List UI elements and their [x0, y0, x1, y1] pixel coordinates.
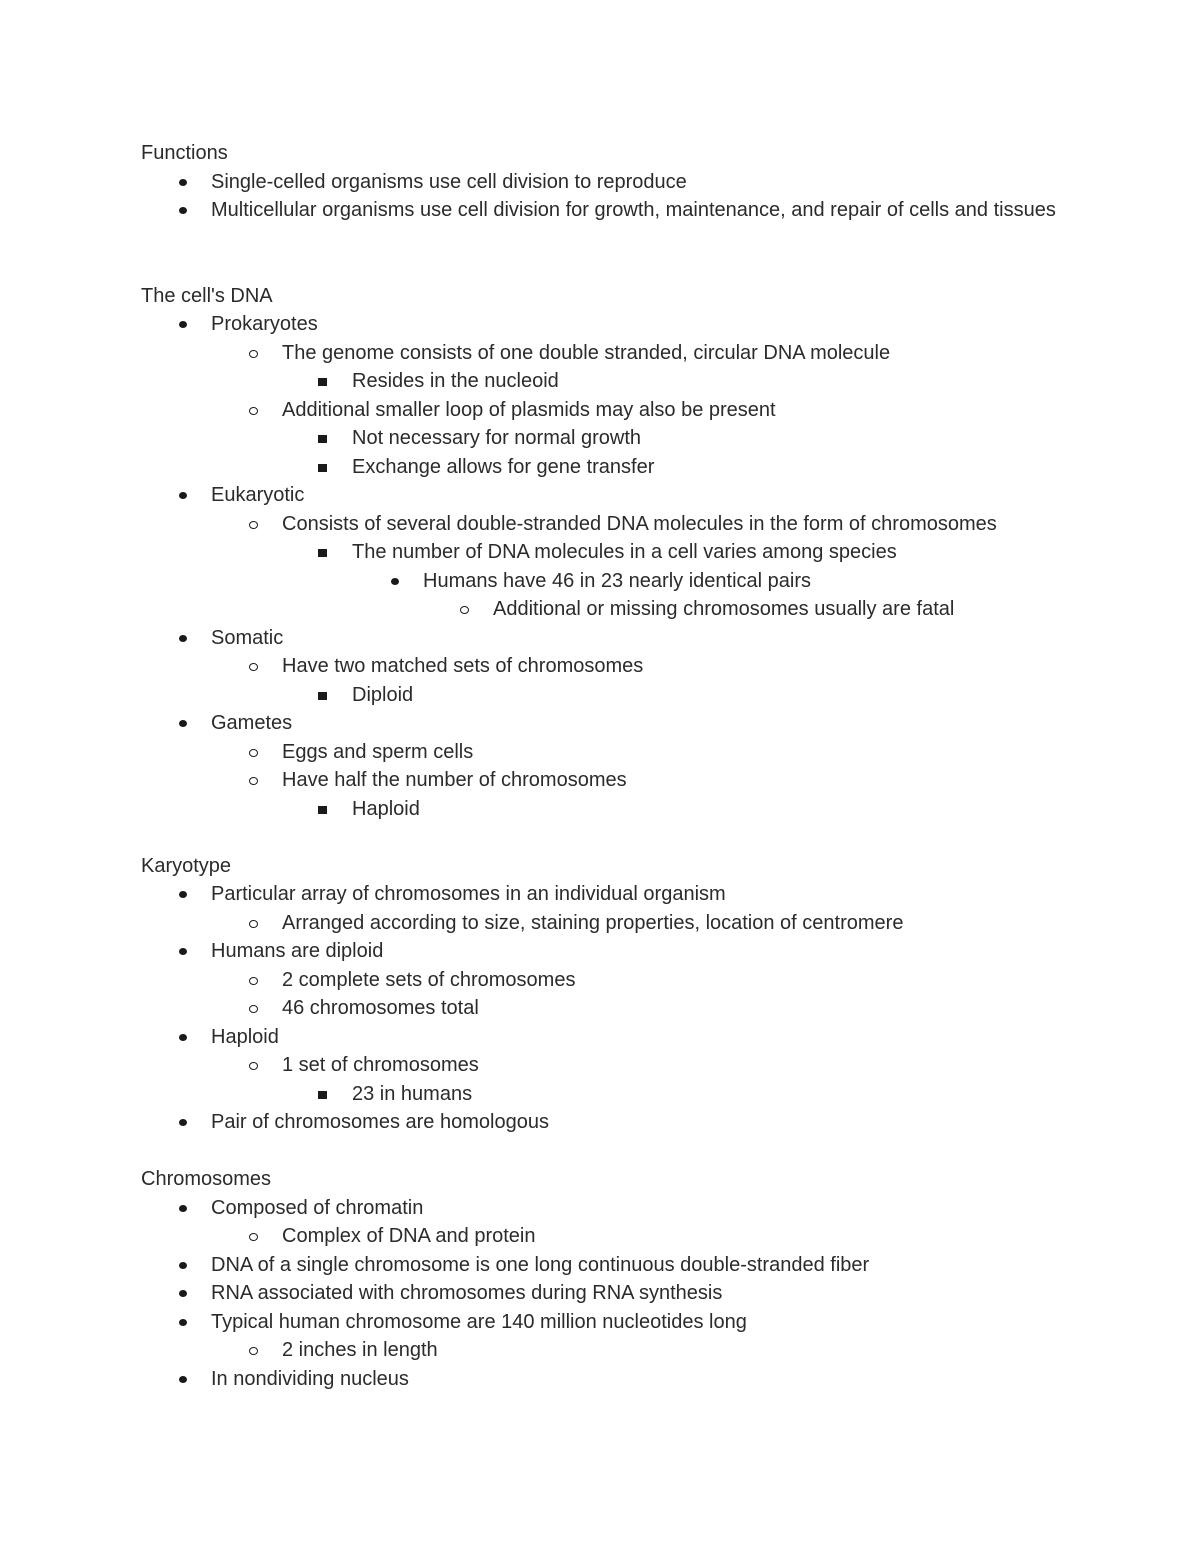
list-item-text: Somatic: [211, 626, 284, 649]
bullet-square-icon: [318, 435, 327, 443]
list-item: [211, 1108, 1200, 1137]
list-item-text: Prokaryotes: [211, 313, 318, 335]
section-heading-functions: Functions: [141, 142, 228, 164]
list-item: [211, 1251, 1200, 1280]
list-item-text: 2 inches in length: [282, 1339, 438, 1361]
bullet-circle-icon: [249, 407, 258, 415]
list-item-text: Have half the number of chromosomes: [282, 769, 627, 791]
list-item: [493, 595, 1200, 624]
list-item-text: Arranged according to size, staining properties, location of centromere: [282, 911, 904, 934]
bullet-disc-icon: [179, 635, 187, 642]
section-heading-chromosomes: Chromosomes: [141, 1168, 272, 1190]
bullet-disc-icon: [179, 1376, 187, 1383]
list-item: [211, 709, 1200, 738]
list-item: [352, 367, 1200, 396]
bullet-square-icon: [318, 378, 327, 386]
list-item-text: DNA of a single chromosome is one long continuous double-stranded fiber: [211, 1253, 870, 1276]
bullet-circle-icon: [249, 350, 258, 358]
list-item-text: The number of DNA molecules in a cell varies among species: [352, 541, 897, 563]
list-item-text: 23 in humans: [352, 1082, 473, 1105]
list-item: [282, 1336, 1200, 1365]
bullet-disc-icon: [179, 1262, 187, 1269]
list-item: [352, 453, 1200, 482]
list-item: [211, 168, 1200, 197]
bullet-square-icon: [318, 1091, 327, 1099]
bullet-square-icon: [318, 549, 327, 557]
list-item-text: Humans have 46 in 23 nearly identical pairs: [423, 569, 811, 592]
list-item-text: Composed of chromatin: [211, 1196, 424, 1219]
list-item: [211, 310, 1200, 339]
list-item-text: Not necessary for normal growth: [352, 427, 642, 449]
list-item-text: In nondividing nucleus: [211, 1367, 409, 1390]
bullet-circle-icon: [249, 977, 258, 985]
list-item: [211, 196, 1200, 253]
bullet-circle-icon: [249, 1347, 258, 1355]
bullet-square-icon: [318, 692, 327, 700]
list-item: [211, 880, 1200, 909]
list-item-text: Resides in the nucleoid: [352, 370, 559, 392]
list-item-text: Eggs and sperm cells: [282, 740, 474, 763]
list-item: [211, 1365, 1200, 1394]
list-item-text: Typical human chromosome are 140 million nucleotides long: [211, 1310, 747, 1333]
bullet-disc-icon: [179, 1205, 187, 1212]
bullet-disc-icon: [179, 492, 187, 499]
list-item-text: 46 chromosomes total: [282, 997, 479, 1019]
bullet-circle-icon: [460, 606, 469, 614]
bullet-disc-icon: [179, 207, 187, 214]
list-item: [282, 652, 1200, 681]
list-item-text: Single-celled organisms use cell division to reproduce: [211, 170, 687, 193]
list-item-text: Particular array of chromosomes in an individual organism: [211, 883, 726, 905]
list-item: [282, 1051, 1200, 1080]
list-item: [211, 481, 1200, 510]
list-item: [211, 624, 1200, 653]
list-item: [282, 396, 1200, 425]
bullet-circle-icon: [249, 1005, 258, 1013]
bullet-disc-icon: [179, 1119, 187, 1126]
list-item-text: Gametes: [211, 712, 293, 734]
bullet-disc-icon: [179, 1319, 187, 1326]
bullet-square-icon: [318, 806, 327, 814]
list-item: [282, 994, 1200, 1023]
list-item: [282, 1222, 1200, 1251]
list-item-text: Multicellular organisms use cell division for growth, maintenance, and repair of cells and tissues: [211, 199, 1056, 221]
list-item-text: Additional smaller loop of plasmids may also be present: [282, 398, 776, 421]
bullet-circle-icon: [249, 920, 258, 928]
list-item: [352, 681, 1200, 710]
bullet-circle-icon: [249, 749, 258, 757]
list-item: [211, 1308, 1200, 1337]
list-item: [352, 538, 1200, 567]
bullet-disc-icon: [179, 891, 187, 898]
bullet-disc-icon: [179, 179, 187, 186]
list-item-text: Humans are diploid: [211, 940, 384, 962]
bullet-square-icon: [318, 464, 327, 472]
bullet-disc-icon: [179, 321, 187, 328]
list-item-text: Eukaryotic: [211, 484, 305, 506]
list-item: [282, 738, 1200, 767]
list-item: [282, 909, 1200, 938]
list-item: [282, 966, 1200, 995]
bullet-disc-icon: [179, 1290, 187, 1297]
list-item: [211, 1023, 1200, 1052]
list-item-text: Have two matched sets of chromosomes: [282, 655, 644, 677]
section-heading-dna: The cell's DNA: [141, 284, 273, 307]
list-item-text: Haploid: [352, 797, 420, 820]
list-item-text: Haploid: [211, 1025, 279, 1048]
bullet-circle-icon: [249, 663, 258, 671]
list-item: [423, 567, 1200, 596]
section-heading-karyotype: Karyotype: [141, 854, 232, 877]
list-item: [211, 1279, 1200, 1308]
list-item: [282, 510, 1200, 539]
list-item: [282, 766, 1200, 795]
list-item: [211, 1194, 1200, 1223]
list-item-text: Diploid: [352, 683, 414, 706]
list-item: [211, 937, 1200, 966]
bullet-disc-icon: [391, 578, 399, 585]
bullet-circle-icon: [249, 1233, 258, 1241]
bullet-circle-icon: [249, 1062, 258, 1070]
bullet-disc-icon: [179, 948, 187, 955]
list-item-text: Complex of DNA and protein: [282, 1225, 536, 1247]
list-item-text: RNA associated with chromosomes during RNA synthesis: [211, 1282, 723, 1304]
document-body: [0, 139, 1200, 1393]
list-item-text: Pair of chromosomes are homologous: [211, 1111, 549, 1133]
bullet-disc-icon: [179, 1034, 187, 1041]
list-item-text: The genome consists of one double stranded, circular DNA molecule: [282, 341, 891, 364]
bullet-disc-icon: [179, 720, 187, 727]
list-item-text: 1 set of chromosomes: [282, 1054, 479, 1076]
list-item-text: Additional or missing chromosomes usually are fatal: [493, 598, 955, 620]
bullet-circle-icon: [249, 777, 258, 785]
list-item: [282, 339, 1200, 368]
list-item: [352, 795, 1200, 824]
list-item-text: 2 complete sets of chromosomes: [282, 968, 576, 991]
list-item: [352, 1080, 1200, 1109]
list-item: [352, 424, 1200, 453]
bullet-circle-icon: [249, 521, 258, 529]
list-item-text: Consists of several double-stranded DNA molecules in the form of chromosomes: [282, 512, 997, 535]
list-item-text: Exchange allows for gene transfer: [352, 455, 655, 478]
